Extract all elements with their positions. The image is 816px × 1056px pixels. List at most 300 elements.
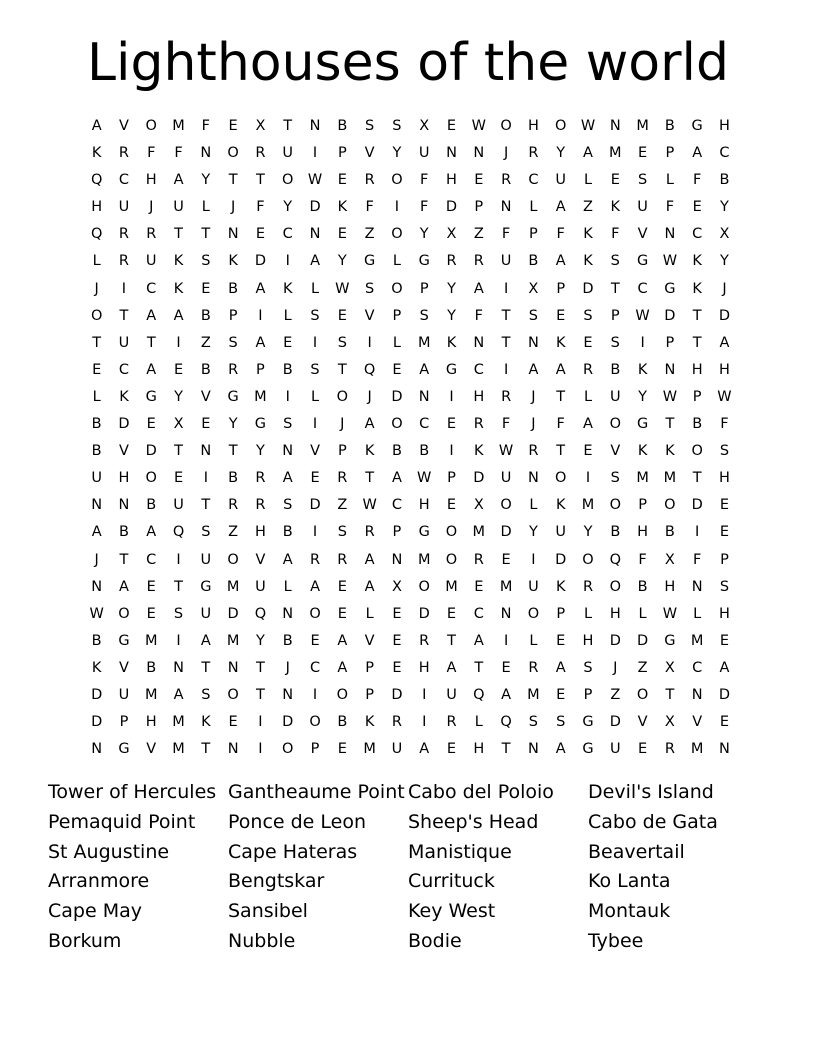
grid-letter[interactable]: H xyxy=(418,497,430,514)
grid-letter[interactable]: X xyxy=(173,416,184,433)
grid-letter[interactable]: D xyxy=(637,632,649,649)
grid-letter[interactable]: E xyxy=(92,361,102,378)
grid-letter[interactable]: H xyxy=(145,172,157,189)
grid-letter[interactable]: S xyxy=(283,416,293,433)
grid-letter[interactable]: O xyxy=(500,118,512,134)
grid-letter[interactable]: I xyxy=(312,145,318,162)
grid-letter[interactable]: A xyxy=(555,659,566,676)
grid-letter[interactable]: T xyxy=(447,632,456,649)
grid-letter[interactable]: V xyxy=(118,443,129,460)
grid-letter[interactable]: F xyxy=(693,551,702,568)
grid-letter[interactable]: A xyxy=(146,524,157,541)
grid-letter[interactable]: V xyxy=(200,388,211,405)
grid-letter[interactable]: W xyxy=(471,118,486,134)
grid-letter[interactable]: H xyxy=(118,470,130,487)
grid-letter[interactable]: P xyxy=(228,307,238,324)
grid-letter[interactable]: V xyxy=(364,632,375,649)
grid-letter[interactable]: B xyxy=(664,524,675,541)
grid-letter[interactable]: E xyxy=(228,714,238,731)
grid-letter[interactable]: D xyxy=(91,686,103,703)
grid-letter[interactable]: U xyxy=(418,145,430,162)
grid-letter[interactable]: C xyxy=(309,659,321,676)
grid-letter[interactable]: L xyxy=(583,388,593,405)
grid-letter[interactable]: N xyxy=(309,226,321,243)
grid-letter[interactable]: R xyxy=(528,443,539,460)
grid-letter[interactable]: I xyxy=(640,334,645,351)
grid-letter[interactable]: K xyxy=(555,334,566,351)
grid-letter[interactable]: E xyxy=(556,632,566,649)
grid-letter[interactable]: N xyxy=(691,686,703,703)
grid-letter[interactable]: T xyxy=(174,443,183,460)
grid-letter[interactable]: I xyxy=(312,686,318,703)
grid-letter[interactable]: N xyxy=(309,118,321,134)
grid-letter[interactable]: G xyxy=(664,280,676,297)
grid-letter[interactable]: K xyxy=(555,578,566,595)
grid-letter[interactable]: X xyxy=(419,118,430,134)
grid-letter[interactable]: Y xyxy=(638,388,648,405)
grid-letter[interactable]: R xyxy=(582,578,594,595)
grid-letter[interactable]: B xyxy=(282,632,293,649)
grid-letter[interactable]: B xyxy=(528,253,539,270)
grid-letter[interactable]: D xyxy=(391,388,403,405)
grid-letter[interactable]: G xyxy=(636,253,649,270)
grid-letter[interactable]: J xyxy=(613,659,618,676)
grid-letter[interactable]: Z xyxy=(637,659,648,676)
grid-letter[interactable]: S xyxy=(419,307,429,324)
grid-letter[interactable]: Y xyxy=(528,524,538,541)
grid-letter[interactable]: T xyxy=(337,361,347,378)
grid-letter[interactable]: S xyxy=(719,578,730,595)
grid-letter[interactable]: B xyxy=(637,578,648,595)
grid-letter[interactable]: A xyxy=(173,686,184,703)
grid-letter[interactable]: B xyxy=(282,361,293,378)
grid-letter[interactable]: T xyxy=(501,334,511,351)
grid-letter[interactable]: T xyxy=(283,118,293,134)
grid-letter[interactable]: P xyxy=(365,686,374,703)
grid-letter[interactable]: O xyxy=(554,470,567,487)
grid-letter[interactable]: A xyxy=(255,334,266,351)
grid-letter[interactable]: A xyxy=(364,551,375,568)
grid-letter[interactable]: A xyxy=(255,280,266,297)
grid-letter[interactable]: I xyxy=(258,741,263,758)
grid-letter[interactable]: O xyxy=(282,741,294,758)
grid-letter[interactable]: D xyxy=(664,307,676,324)
grid-letter[interactable]: S xyxy=(365,280,375,297)
grid-letter[interactable]: U xyxy=(145,253,157,270)
grid-letter[interactable]: I xyxy=(285,253,290,270)
grid-letter[interactable]: N xyxy=(282,605,294,622)
grid-letter[interactable]: I xyxy=(422,714,427,731)
grid-letter[interactable]: V xyxy=(364,307,375,324)
grid-letter[interactable]: B xyxy=(118,524,129,541)
grid-letter[interactable]: D xyxy=(473,470,485,487)
grid-letter[interactable]: E xyxy=(583,334,593,351)
grid-letter[interactable]: D xyxy=(500,524,512,541)
grid-letter[interactable]: K xyxy=(364,714,375,731)
grid-letter[interactable]: K xyxy=(91,145,102,162)
grid-letter[interactable]: A xyxy=(337,659,348,676)
grid-letter[interactable]: L xyxy=(392,253,401,270)
grid-letter[interactable]: O xyxy=(609,578,621,595)
grid-letter[interactable]: H xyxy=(664,578,676,595)
grid-letter[interactable]: R xyxy=(255,145,266,162)
grid-letter[interactable]: P xyxy=(665,334,675,351)
grid-letter[interactable]: M xyxy=(226,632,240,649)
grid-letter[interactable]: V xyxy=(118,118,129,134)
grid-letter[interactable]: A xyxy=(528,361,539,378)
grid-letter[interactable]: Z xyxy=(200,334,211,351)
grid-letter[interactable]: J xyxy=(340,416,345,433)
grid-letter[interactable]: N xyxy=(282,686,294,703)
grid-letter[interactable]: R xyxy=(118,253,129,270)
grid-letter[interactable]: K xyxy=(665,443,675,460)
grid-letter[interactable]: L xyxy=(92,388,101,405)
grid-letter[interactable]: Y xyxy=(283,199,293,216)
grid-letter[interactable]: K xyxy=(583,226,593,243)
grid-letter[interactable]: F xyxy=(720,416,729,433)
grid-letter[interactable]: I xyxy=(449,388,454,405)
grid-letter[interactable]: D xyxy=(282,714,294,731)
grid-letter[interactable]: E xyxy=(719,524,730,541)
grid-letter[interactable]: I xyxy=(176,551,181,568)
grid-letter[interactable]: J xyxy=(149,199,154,216)
grid-letter[interactable]: M xyxy=(499,578,513,595)
grid-letter[interactable]: A xyxy=(364,416,375,433)
grid-letter[interactable]: U xyxy=(118,334,130,351)
grid-letter[interactable]: P xyxy=(392,307,402,324)
grid-letter[interactable]: C xyxy=(282,226,293,243)
grid-letter[interactable]: E xyxy=(610,172,620,189)
grid-letter[interactable]: U xyxy=(200,605,212,622)
grid-letter[interactable]: O xyxy=(391,280,403,297)
grid-letter[interactable]: K xyxy=(637,361,648,378)
grid-letter[interactable]: H xyxy=(719,361,730,378)
grid-letter[interactable]: K xyxy=(637,443,648,460)
grid-letter[interactable]: X xyxy=(473,497,484,514)
grid-letter[interactable]: T xyxy=(146,334,156,351)
grid-letter[interactable]: F xyxy=(174,145,183,162)
grid-letter[interactable]: L xyxy=(392,334,401,351)
grid-letter[interactable]: H xyxy=(719,605,730,622)
grid-letter[interactable]: U xyxy=(609,741,621,758)
grid-letter[interactable]: N xyxy=(91,741,103,758)
grid-letter[interactable]: N xyxy=(91,497,103,514)
grid-letter[interactable]: B xyxy=(692,416,703,433)
grid-letter[interactable]: P xyxy=(610,307,620,324)
grid-letter[interactable]: F xyxy=(420,199,429,216)
grid-letter[interactable]: F xyxy=(501,416,511,433)
grid-letter[interactable]: O xyxy=(500,497,512,514)
grid-letter[interactable]: N xyxy=(227,659,239,676)
grid-letter[interactable]: L xyxy=(583,605,593,622)
grid-letter[interactable]: K xyxy=(173,280,184,297)
grid-letter[interactable]: S xyxy=(310,361,320,378)
grid-letter[interactable]: G xyxy=(118,632,130,649)
grid-letter[interactable]: T xyxy=(474,659,484,676)
grid-letter[interactable]: G xyxy=(118,741,130,758)
grid-letter[interactable]: L xyxy=(283,307,292,324)
grid-letter[interactable]: E xyxy=(310,632,320,649)
grid-letter[interactable]: H xyxy=(91,199,103,216)
grid-letter[interactable]: Q xyxy=(90,226,103,243)
grid-letter[interactable]: D xyxy=(691,497,703,514)
grid-letter[interactable]: C xyxy=(419,416,430,433)
grid-letter[interactable]: E xyxy=(146,416,156,433)
grid-letter[interactable]: Y xyxy=(720,199,729,216)
grid-letter[interactable]: D xyxy=(145,443,157,460)
grid-letter[interactable]: R xyxy=(118,145,129,162)
grid-letter[interactable]: V xyxy=(637,714,648,731)
grid-letter[interactable]: A xyxy=(583,416,593,433)
grid-letter[interactable]: O xyxy=(445,551,458,568)
grid-letter[interactable]: A xyxy=(473,632,484,649)
grid-letter[interactable]: X xyxy=(664,551,675,568)
grid-letter[interactable]: E xyxy=(446,741,457,758)
grid-letter[interactable]: A xyxy=(446,659,457,676)
grid-letter[interactable]: A xyxy=(719,659,730,676)
grid-letter[interactable]: E xyxy=(337,578,347,595)
grid-letter[interactable]: T xyxy=(365,470,375,487)
grid-letter[interactable]: A xyxy=(146,361,157,378)
grid-letter[interactable]: E xyxy=(392,605,402,622)
grid-letter[interactable]: T xyxy=(201,226,211,243)
grid-letter[interactable]: K xyxy=(201,714,211,731)
grid-letter[interactable]: P xyxy=(256,361,265,378)
grid-letter[interactable]: N xyxy=(500,199,512,216)
grid-letter[interactable]: A xyxy=(419,741,430,758)
grid-letter[interactable]: R xyxy=(255,497,266,514)
grid-letter[interactable]: G xyxy=(200,578,212,595)
grid-letter[interactable]: M xyxy=(609,145,622,162)
grid-letter[interactable]: P xyxy=(474,199,484,216)
grid-letter[interactable]: U xyxy=(500,470,512,487)
grid-letter[interactable]: X xyxy=(664,659,675,676)
grid-letter[interactable]: C xyxy=(391,497,402,514)
grid-letter[interactable]: V xyxy=(692,714,703,731)
grid-letter[interactable]: R xyxy=(582,361,594,378)
grid-letter[interactable]: A xyxy=(173,307,184,324)
grid-letter[interactable]: K xyxy=(474,443,484,460)
grid-letter[interactable]: L xyxy=(638,605,647,622)
grid-letter[interactable]: E xyxy=(310,470,320,487)
grid-letter[interactable]: S xyxy=(337,334,347,351)
grid-letter[interactable]: A xyxy=(419,361,430,378)
grid-letter[interactable]: E xyxy=(719,714,730,731)
grid-letter[interactable]: A xyxy=(91,524,102,541)
grid-letter[interactable]: Z xyxy=(364,226,375,243)
grid-letter[interactable]: N xyxy=(282,443,294,460)
grid-letter[interactable]: D xyxy=(609,714,621,731)
grid-letter[interactable]: Y xyxy=(419,226,429,243)
grid-letter[interactable]: W xyxy=(580,118,596,134)
grid-letter[interactable]: S xyxy=(392,118,402,134)
grid-letter[interactable]: I xyxy=(695,524,700,541)
grid-letter[interactable]: Q xyxy=(90,172,103,189)
grid-letter[interactable]: P xyxy=(392,524,402,541)
grid-letter[interactable]: U xyxy=(555,172,566,189)
grid-letter[interactable]: C xyxy=(719,145,730,162)
grid-letter[interactable]: I xyxy=(394,199,400,216)
grid-letter[interactable]: H xyxy=(254,524,266,541)
grid-letter[interactable]: H xyxy=(719,118,730,134)
grid-letter[interactable]: N xyxy=(473,145,485,162)
grid-letter[interactable]: O xyxy=(145,470,157,487)
grid-letter[interactable]: Y xyxy=(447,280,456,297)
grid-letter[interactable]: T xyxy=(256,686,265,703)
grid-letter[interactable]: V xyxy=(310,443,320,460)
grid-letter[interactable]: P xyxy=(419,280,429,297)
grid-letter[interactable]: D xyxy=(582,280,594,297)
grid-letter[interactable]: Q xyxy=(172,524,185,541)
grid-letter[interactable]: F xyxy=(501,226,511,243)
grid-letter[interactable]: N xyxy=(527,741,539,758)
grid-letter[interactable]: Y xyxy=(392,145,402,162)
grid-letter[interactable]: U xyxy=(391,741,403,758)
grid-letter[interactable]: X xyxy=(255,118,266,134)
grid-letter[interactable]: S xyxy=(228,334,238,351)
grid-letter[interactable]: R xyxy=(228,497,239,514)
grid-letter[interactable]: O xyxy=(90,307,103,324)
grid-letter[interactable]: Z xyxy=(473,226,484,243)
grid-letter[interactable]: L xyxy=(474,714,483,731)
grid-letter[interactable]: Y xyxy=(556,145,566,162)
grid-letter[interactable]: T xyxy=(665,416,675,433)
grid-letter[interactable]: S xyxy=(719,443,730,460)
grid-letter[interactable]: G xyxy=(691,118,703,134)
grid-letter[interactable]: F xyxy=(147,145,156,162)
grid-letter[interactable]: H xyxy=(582,632,594,649)
grid-letter[interactable]: B xyxy=(200,361,211,378)
grid-letter[interactable]: N xyxy=(664,226,676,243)
grid-letter[interactable]: I xyxy=(121,280,127,297)
grid-letter[interactable]: E xyxy=(337,307,347,324)
grid-letter[interactable]: B xyxy=(200,307,211,324)
grid-letter[interactable]: H xyxy=(418,659,430,676)
grid-letter[interactable]: V xyxy=(146,741,157,758)
grid-letter[interactable]: E xyxy=(719,632,730,649)
grid-letter[interactable]: A xyxy=(118,578,129,595)
grid-letter[interactable]: O xyxy=(554,118,567,134)
grid-letter[interactable]: A xyxy=(282,470,293,487)
grid-letter[interactable]: O xyxy=(391,226,403,243)
grid-letter[interactable]: Z xyxy=(337,497,348,514)
grid-letter[interactable]: E xyxy=(638,741,648,758)
grid-letter[interactable]: E xyxy=(446,605,457,622)
grid-letter[interactable]: U xyxy=(282,145,294,162)
grid-letter[interactable]: R xyxy=(364,172,375,189)
grid-letter[interactable]: N xyxy=(527,334,539,351)
grid-letter[interactable]: V xyxy=(610,443,621,460)
grid-letter[interactable]: F xyxy=(556,226,565,243)
grid-letter[interactable]: K xyxy=(555,497,566,514)
grid-letter[interactable]: M xyxy=(363,741,376,758)
grid-letter[interactable]: A xyxy=(364,578,375,595)
grid-letter[interactable]: B xyxy=(337,118,348,134)
grid-letter[interactable]: I xyxy=(258,307,263,324)
grid-letter[interactable]: N xyxy=(664,361,676,378)
grid-letter[interactable]: M xyxy=(445,578,458,595)
grid-letter[interactable]: R xyxy=(419,632,430,649)
grid-letter[interactable]: O xyxy=(227,551,239,568)
grid-letter[interactable]: T xyxy=(201,741,211,758)
grid-letter[interactable]: L xyxy=(529,199,538,216)
grid-letter[interactable]: T xyxy=(228,443,238,460)
grid-letter[interactable]: U xyxy=(118,199,130,216)
grid-letter[interactable]: D xyxy=(445,199,458,216)
grid-letter[interactable]: L xyxy=(693,605,702,622)
grid-letter[interactable]: A xyxy=(310,578,320,595)
grid-letter[interactable]: E xyxy=(337,741,347,758)
grid-letter[interactable]: R xyxy=(364,524,375,541)
grid-letter[interactable]: S xyxy=(310,307,320,324)
grid-letter[interactable]: A xyxy=(473,280,484,297)
grid-letter[interactable]: H xyxy=(473,741,485,758)
grid-letter[interactable]: C xyxy=(146,551,157,568)
grid-letter[interactable]: B xyxy=(337,714,348,731)
grid-letter[interactable]: K xyxy=(364,443,375,460)
grid-letter[interactable]: T xyxy=(692,470,702,487)
grid-letter[interactable]: K xyxy=(610,199,621,216)
grid-letter[interactable]: U xyxy=(555,524,566,541)
grid-letter[interactable]: D xyxy=(718,686,731,703)
grid-letter[interactable]: R xyxy=(473,416,484,433)
grid-letter[interactable]: O xyxy=(445,524,458,541)
grid-letter[interactable]: I xyxy=(312,524,318,541)
grid-letter[interactable]: W xyxy=(662,388,678,405)
grid-letter[interactable]: D xyxy=(227,605,239,622)
grid-letter[interactable]: E xyxy=(556,307,566,324)
grid-letter[interactable]: H xyxy=(145,714,157,731)
grid-letter[interactable]: T xyxy=(556,388,566,405)
grid-letter[interactable]: F xyxy=(365,199,374,216)
grid-letter[interactable]: M xyxy=(636,118,649,134)
grid-letter[interactable]: C xyxy=(118,172,129,189)
grid-letter[interactable]: T xyxy=(256,172,265,189)
grid-letter[interactable]: N xyxy=(227,741,239,758)
grid-letter[interactable]: S xyxy=(337,524,347,541)
grid-letter[interactable]: M xyxy=(172,741,185,758)
grid-letter[interactable]: Y xyxy=(583,524,593,541)
grid-letter[interactable]: A xyxy=(501,686,512,703)
grid-letter[interactable]: B xyxy=(610,524,621,541)
grid-letter[interactable]: I xyxy=(312,416,318,433)
grid-letter[interactable]: N xyxy=(473,334,485,351)
grid-letter[interactable]: I xyxy=(176,632,181,649)
grid-letter[interactable]: L xyxy=(283,578,292,595)
grid-letter[interactable]: N xyxy=(527,470,539,487)
grid-letter[interactable]: F xyxy=(256,199,265,216)
grid-letter[interactable]: M xyxy=(417,334,431,351)
grid-letter[interactable]: O xyxy=(336,686,349,703)
grid-letter[interactable]: K xyxy=(446,334,457,351)
grid-letter[interactable]: F xyxy=(693,172,702,189)
grid-letter[interactable]: R xyxy=(228,361,239,378)
grid-letter[interactable]: A xyxy=(692,145,703,162)
grid-letter[interactable]: T xyxy=(256,659,265,676)
grid-letter[interactable]: C xyxy=(692,226,703,243)
grid-letter[interactable]: A xyxy=(91,118,102,134)
grid-letter[interactable]: E xyxy=(719,497,730,514)
grid-letter[interactable]: P xyxy=(720,551,729,568)
grid-letter[interactable]: P xyxy=(337,145,347,162)
grid-letter[interactable]: P xyxy=(119,714,129,731)
grid-letter[interactable]: O xyxy=(336,388,349,405)
grid-letter[interactable]: W xyxy=(335,280,350,297)
grid-letter[interactable]: T xyxy=(556,443,566,460)
grid-letter[interactable]: R xyxy=(528,659,539,676)
grid-letter[interactable]: H xyxy=(637,524,649,541)
grid-letter[interactable]: N xyxy=(200,443,212,460)
